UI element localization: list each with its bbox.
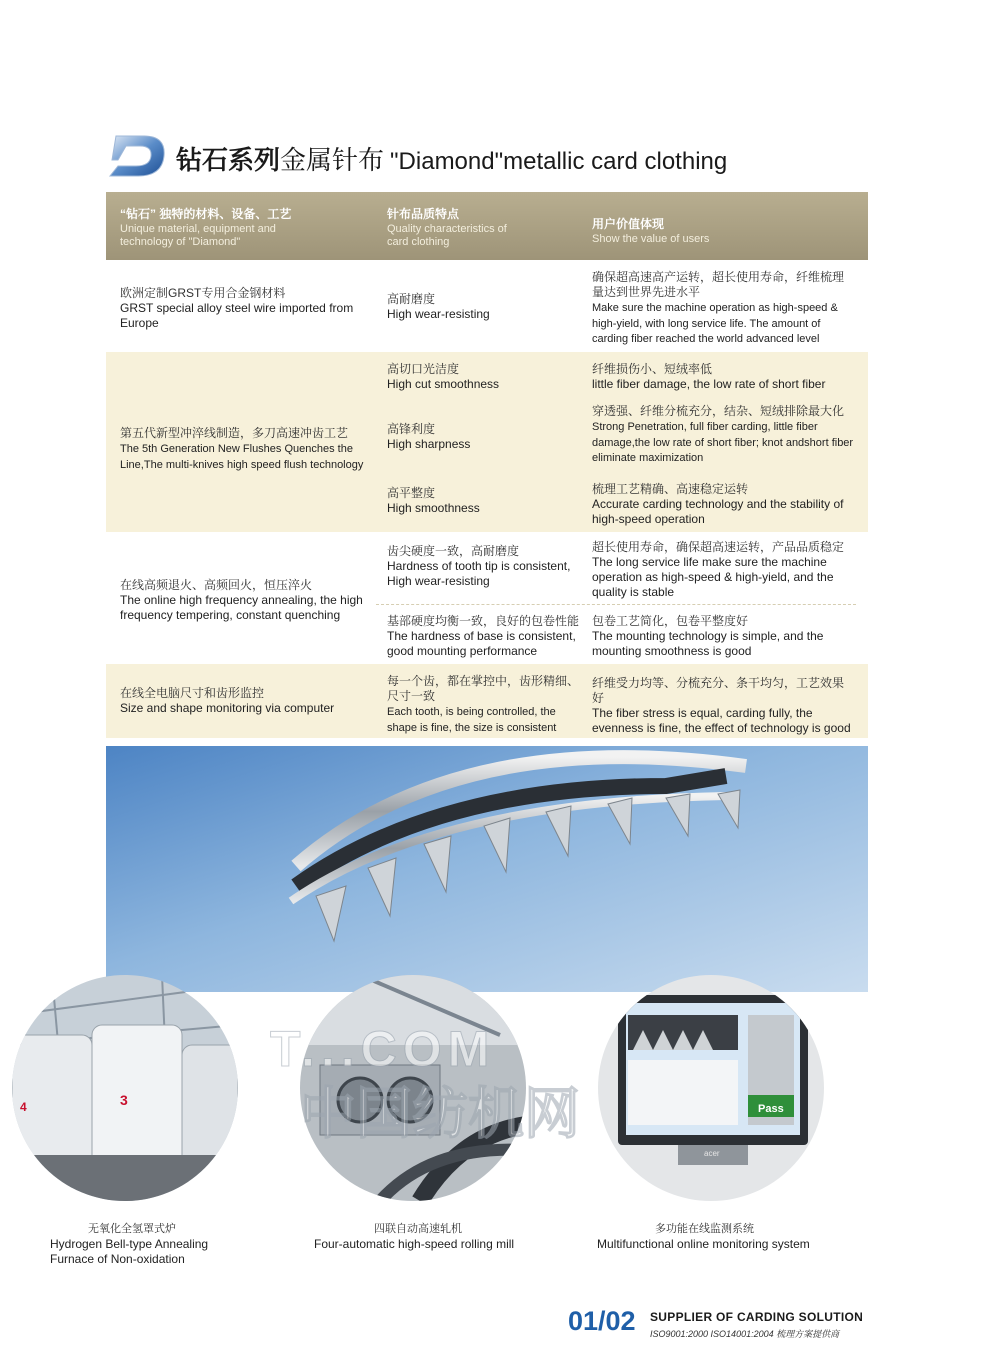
row-material: 在线全电脑尺寸和齿形监控 Size and shape monitoring via computer	[120, 686, 335, 715]
row-material: 在线高频退火、高频回火，恒压淬火 The online high frequency annealing, the high frequency tempering, constant quenching	[120, 578, 363, 622]
page-title	[176, 140, 727, 177]
furnace-number: 3	[120, 1092, 128, 1108]
title-cn-bold: 钻石系列	[176, 145, 281, 175]
row-quality: 高耐磨度 High wear-resisting	[387, 292, 490, 321]
furnace-number-2: 4	[20, 1100, 27, 1114]
row-value: 确保超高速高产运转，超长使用寿命，纤维梳理量达到世界先进水平 Make sure the machine operation as high-speed & high-yield, with long service life. The amount of carding fiber reached the world advanced level	[592, 270, 845, 345]
card-clothing-wire-photo	[106, 746, 868, 992]
iso-certifications: ISO9001:2000 ISO14001:2004 梳理方案提供商	[650, 1329, 840, 1339]
row-quality: 高平整度 High smoothness	[387, 486, 480, 515]
watermark-line2: 中国纺机网	[300, 1082, 580, 1145]
row-value: 穿透强、纤维分梳充分，结杂、短绒排除最大化 Strong Penetration, full fiber carding, little fiber damage,the low rate of short fiber; knot andshort fiber eliminate maximization	[592, 404, 854, 464]
row-quality: 齿尖硬度一致，高耐磨度 Hardness of tooth tip is consistent, High wear-resisting	[387, 544, 571, 588]
title-en: "Diamond"metallic card clothing	[390, 148, 728, 175]
features-table	[106, 192, 868, 738]
row-material: 第五代新型冲淬线制造，多刀高速冲齿工艺 The 5th Generation New Flushes Quenches the Line,The multi-knives high speed flush technology	[120, 426, 364, 471]
row-value: 梳理工艺精确、高速稳定运转 Accurate carding technology and the stability of high-speed operation	[592, 482, 844, 526]
row-value: 包卷工艺简化，包卷平整度好 The mounting technology is simple, and the mounting smoothness is good	[592, 614, 824, 658]
caption-furnace: 无氧化全氢罩式炉 Hydrogen Bell-type Annealing Furnace of Non-oxidation	[50, 1223, 209, 1266]
row-value: 超长使用寿命，确保超高速运转，产品品质稳定 The long service life make sure the machine operation as high-speed & high-yield, and the quality is stable	[592, 540, 845, 599]
row-quality: 基部硬度均衡一致，良好的包卷性能 The hardness of base is consistent, good mounting performance	[387, 614, 580, 658]
caption-rolling-mill: 四联自动高速轧机 Four-automatic high-speed rolling mill	[314, 1223, 515, 1251]
table-row	[106, 352, 868, 532]
monitor-brand: acer	[704, 1149, 720, 1158]
watermark	[270, 1020, 750, 1160]
row-quality: 高切口光洁度 High cut smoothness	[387, 362, 500, 391]
row-quality: 每一个齿，都在掌控中，齿形精细、尺寸一致 Each tooth, is being controlled, the shape is fine, the size is consistent	[387, 674, 580, 734]
diamond-d-logo-icon	[108, 130, 170, 180]
table-row	[106, 664, 868, 738]
header-col-value: 用户价值体现 Show the value of users	[592, 217, 710, 245]
row-value: 纤维损伤小、短绒率低 little fiber damage, the low rate of short fiber	[592, 362, 826, 391]
row-material: 欧洲定制GRST专用合金钢材料 GRST special alloy steel wire imported from Europe	[120, 286, 354, 330]
row-value: 纤维受力均等、分梳充分、条干均匀，工艺效果好 The fiber stress is equal, carding fully, the evenness is fine, the effect of technology is good	[592, 676, 851, 735]
header-col-quality: 针布品质特点 Quality characteristics of card clothing	[387, 207, 507, 248]
table-row	[106, 260, 868, 352]
header-col-material: “钻石” 独特的材料、设备、工艺 Unique material, equipment and technology of "Diamond"	[120, 207, 292, 248]
supplier-tagline: SUPPLIER OF CARDING SOLUTION	[650, 1310, 864, 1324]
page-number: 01/02	[568, 1306, 636, 1336]
row-quality: 高锋利度 High sharpness	[387, 422, 471, 451]
pass-indicator: Pass	[758, 1103, 784, 1115]
furnace-illustration	[12, 975, 238, 1201]
table-header	[106, 192, 868, 260]
furnace-photo	[12, 975, 238, 1201]
table-row	[106, 532, 868, 664]
title-cn: 金属针布	[280, 145, 385, 175]
caption-monitoring: 多功能在线监测系统 Multifunctional online monitoring system	[597, 1223, 810, 1251]
row-divider	[376, 604, 856, 605]
watermark-line1: T...COM	[270, 1021, 496, 1077]
